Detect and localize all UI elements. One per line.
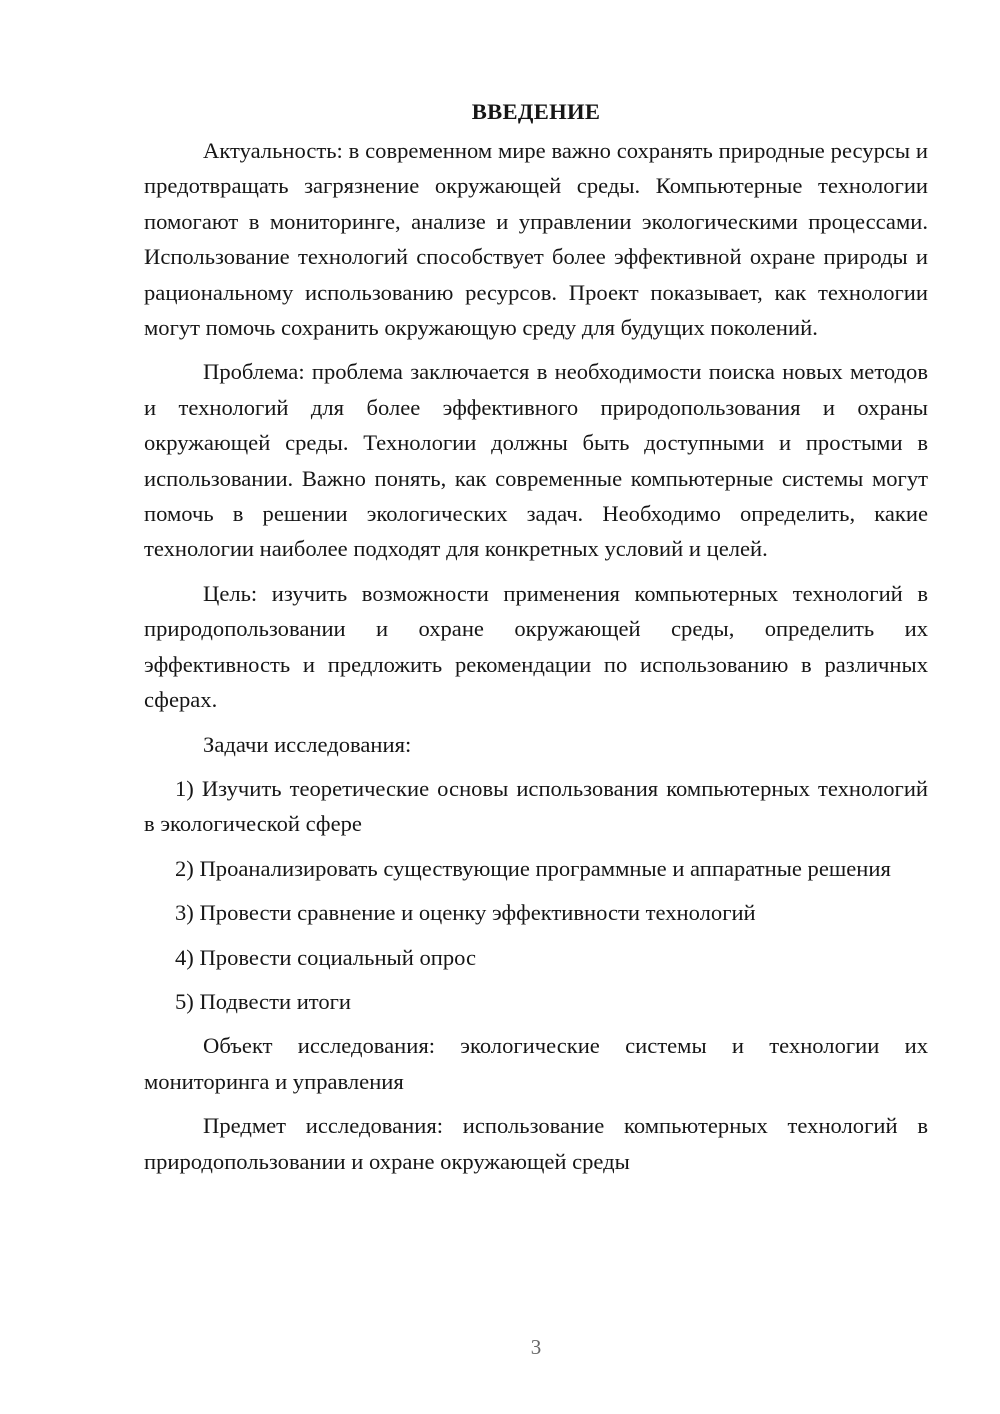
page-title: ВВЕДЕНИЕ bbox=[471, 99, 601, 124]
relevance-paragraph: Актуальность: в современном мире важно сохранять природные ресурсы и предотвращать загрязнение окружающей среды. Компьютерные технологии помогают в мониторинге, анализе и управлении экологическими процессами. Использование технологий способствует более эффективной охране природы и рациональному использованию ресурсов. Проект показывает, как технологии могут помочь сохранить окружающую среду для будущих поколений. bbox=[144, 138, 928, 341]
document-body bbox=[144, 96, 928, 1188]
task-item-2: 2) Проанализировать существующие программные и аппаратные решения bbox=[175, 855, 891, 881]
task-item-4: 4) Провести социальный опрос bbox=[175, 944, 477, 970]
page-number: 3 bbox=[530, 1335, 542, 1359]
task-item-3: 3) Провести сравнение и оценку эффективности технологий bbox=[175, 900, 756, 926]
research-object-paragraph: Объект исследования: экологические системы и технологии их мониторинга и управления bbox=[144, 1033, 928, 1094]
goal-paragraph: Цель: изучить возможности применения компьютерных технологий в природопользовании и охране окружающей среды, определить их эффективность и предложить рекомендации по использованию в различных сферах. bbox=[144, 580, 928, 713]
tasks-heading: Задачи исследования: bbox=[203, 731, 412, 757]
problem-paragraph: Проблема: проблема заключается в необходимости поиска новых методов и технологий для более эффективного природопользования и охраны окружающей среды. Технологии должны быть доступными и простыми в использовании. Важно понять, как современные компьютерные системы могут помочь в решении экологических задач. Необходимо определить, какие технологии наиболее подходят для конкретных условий и целей. bbox=[144, 359, 928, 562]
task-item-1: 1) Изучить теоретические основы использования компьютерных технологий в экологической сфере bbox=[144, 775, 928, 837]
research-subject-paragraph: Предмет исследования: использование компьютерных технологий в природопользовании и охране окружающей среды bbox=[144, 1113, 928, 1174]
task-item-5: 5) Подвести итоги bbox=[175, 988, 352, 1014]
